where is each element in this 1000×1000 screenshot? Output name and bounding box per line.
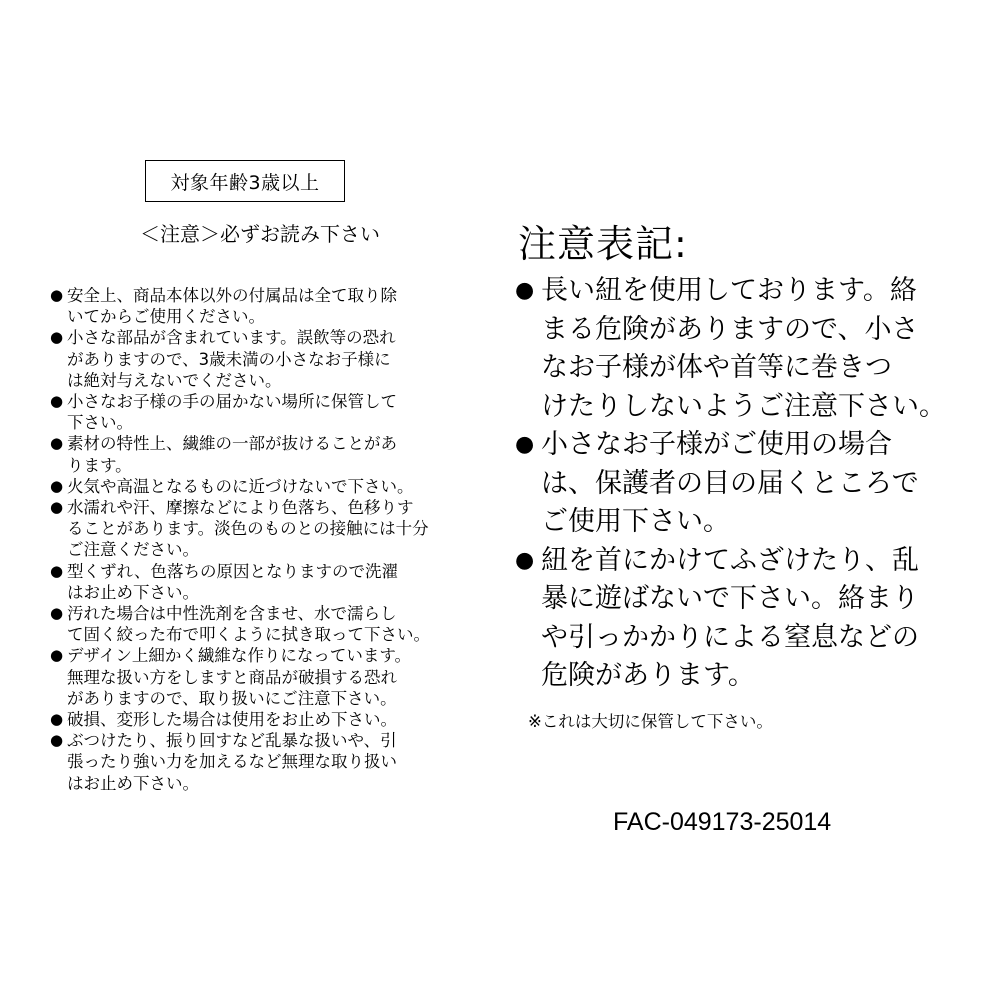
product-code: FAC-049173-25014 xyxy=(613,808,832,836)
caution-title: 注意表記: xyxy=(518,222,688,266)
bullet-icon: ● xyxy=(50,646,64,665)
list-item xyxy=(50,391,480,433)
list-item xyxy=(50,730,480,794)
list-item-text: 型くずれ、色落ちの原因となりますので洗濯 はお止め下さい。 xyxy=(67,561,398,602)
list-item-text: 小さなお子様の手の届かない場所に保管して 下さい。 xyxy=(67,392,397,433)
list-item-text: 小さな部品が含まれています。誤飲等の恐れ がありますので、3歳未満の小さなお子様に は絶対与えないでください。 xyxy=(67,328,396,390)
list-item-text: デザイン上細かく繊維な作りになっています。 無理な扱い方をしますと商品が破損する恐れ がありますので、取り扱いにご注意下さい。 xyxy=(67,646,412,708)
bullet-icon: ● xyxy=(515,432,535,457)
bullet-icon: ● xyxy=(515,547,535,573)
list-item-text: 破損、変形した場合は使用をお止め下さい。 xyxy=(67,710,397,730)
list-item xyxy=(50,476,480,497)
list-item xyxy=(515,426,955,542)
bullet-icon: ● xyxy=(50,286,64,304)
bullet-icon: ● xyxy=(50,604,64,623)
list-item-text: 安全上、商品本体以外の付属品は全て取り除 いてからご使用ください。 xyxy=(67,286,397,327)
bullet-icon: ● xyxy=(50,328,64,347)
list-item xyxy=(50,285,480,327)
right-caution-list xyxy=(515,272,955,696)
list-item-text: 火気や高温となるものに近づけないで下さい。 xyxy=(67,476,414,496)
list-item xyxy=(50,327,480,391)
bullet-icon: ● xyxy=(50,710,64,729)
list-item-text: 汚れた場合は中性洗剤を含ませ、水で濡らし て固く絞った布で叩くように拭き取って下さい。 xyxy=(67,604,430,645)
left-caution-list xyxy=(50,285,480,794)
list-item xyxy=(50,497,480,561)
bullet-icon: ● xyxy=(50,561,64,580)
age-label-box xyxy=(145,160,345,202)
bullet-icon: ● xyxy=(50,434,64,453)
bullet-icon: ● xyxy=(515,278,535,303)
list-item-text: 水濡れや汗、摩擦などにより色落ち、色移りす ることがあります。淡色のものとの接触には十分 ご注意ください。 xyxy=(67,498,429,560)
bullet-icon: ● xyxy=(50,731,64,750)
list-item-text: 紐を首にかけてふざけたり、乱 暴に遊ばないで下さい。絡まり や引っかかりによる窒息などの 危険があります。 xyxy=(541,544,919,691)
list-item-text: 長い紐を使用しております。絡 まる危険がありますので、小さ なお子様が体や首等に巻きつ けたりしないようご注意下さい。 xyxy=(541,275,946,422)
notice-heading: ＜注意＞必ずお読み下さい xyxy=(140,222,380,246)
bullet-icon: ● xyxy=(50,392,64,411)
bullet-icon: ● xyxy=(50,476,64,495)
list-item xyxy=(50,709,480,730)
list-item xyxy=(50,433,480,475)
list-item-text: ぶつけたり、振り回すなど乱暴な扱いや、引 張ったり強い力を加えるなど無理な取り扱い はお止め下さい。 xyxy=(67,731,397,793)
bullet-icon: ● xyxy=(50,498,64,517)
list-item-text: 素材の特性上、繊維の一部が抜けることがあ ります。 xyxy=(67,434,397,475)
list-item xyxy=(50,603,480,645)
list-item-text: 小さなお子様がご使用の場合 は、保護者の目の届くところで ご使用下さい。 xyxy=(541,429,919,537)
list-item xyxy=(515,272,955,426)
list-item xyxy=(50,645,480,709)
keep-note: ※これは大切に保管して下さい。 xyxy=(528,712,773,731)
list-item xyxy=(50,561,480,603)
list-item xyxy=(515,542,955,696)
age-label: 対象年齢3歳以上 xyxy=(170,171,320,194)
